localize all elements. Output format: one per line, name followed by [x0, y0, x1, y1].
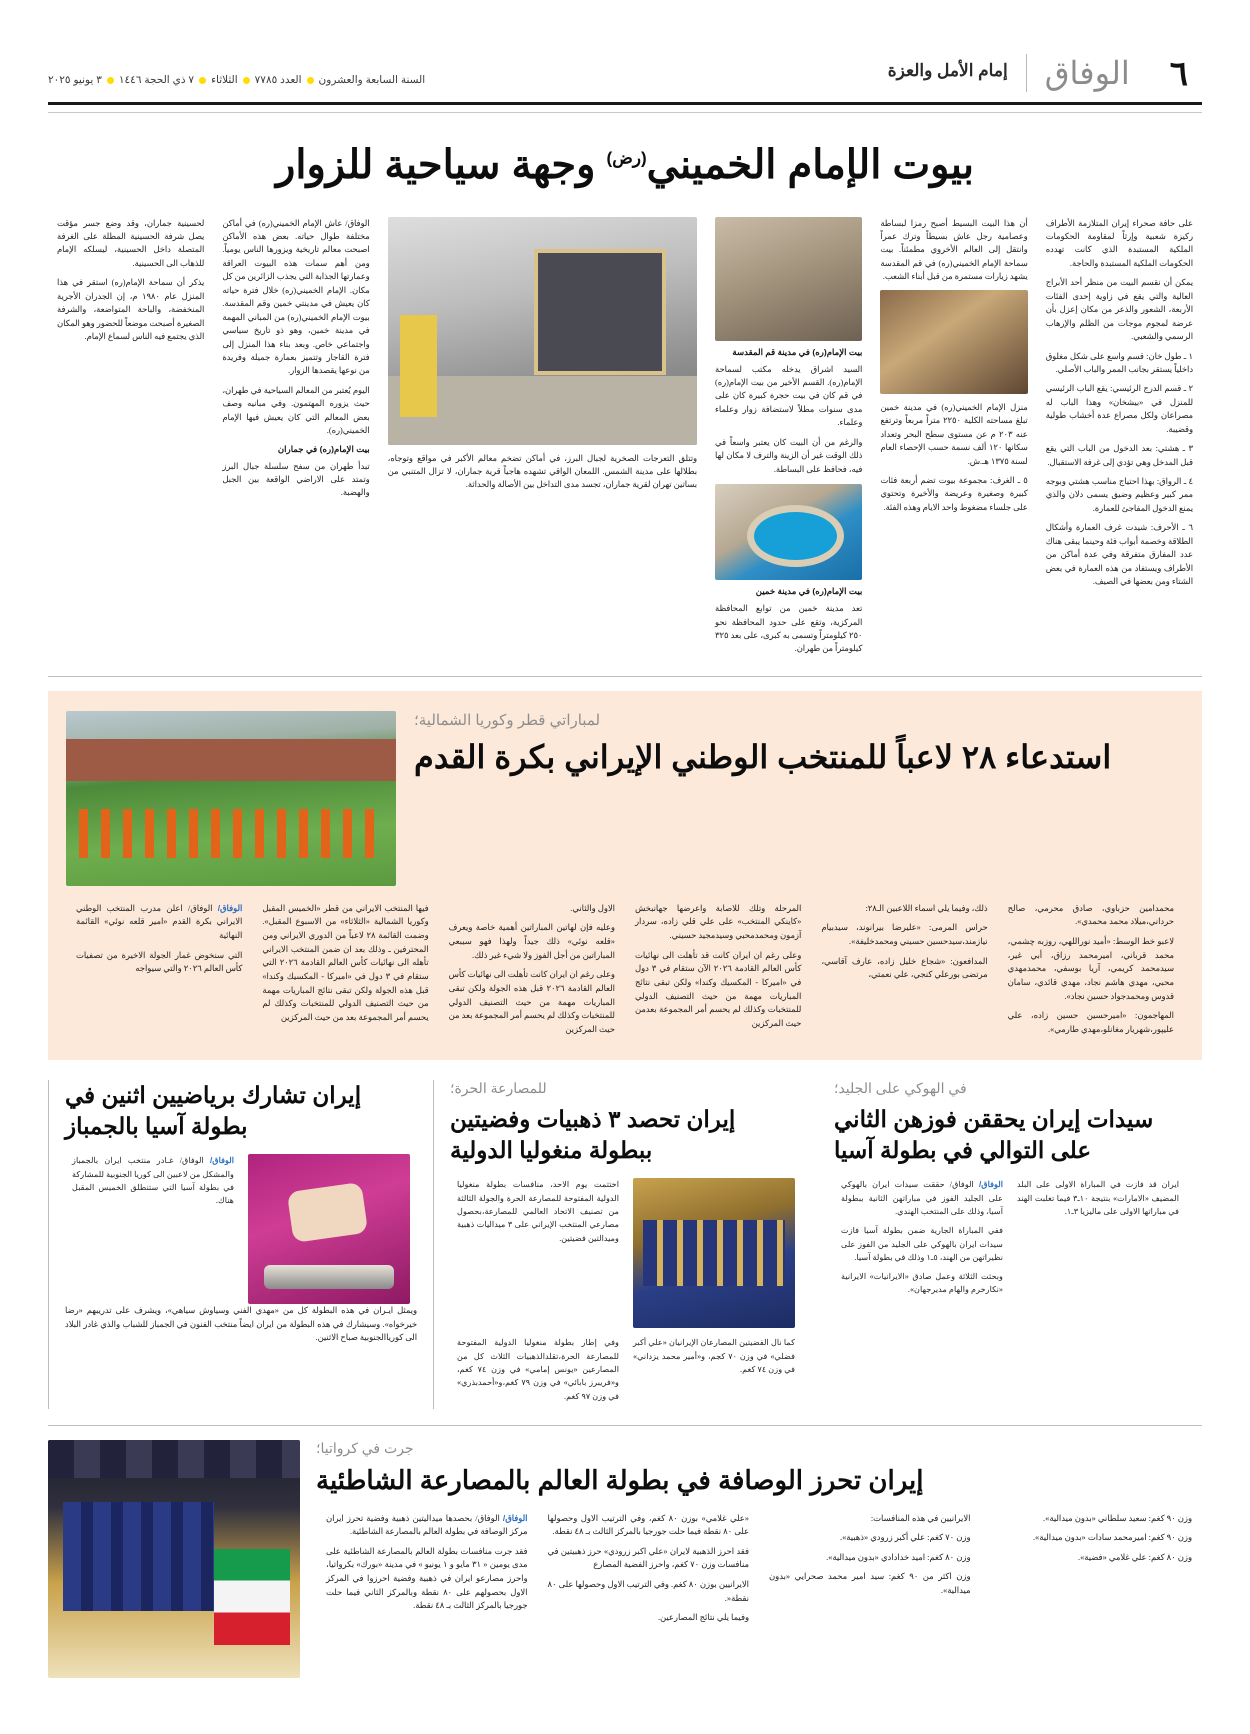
section-rule-2 [48, 1425, 1202, 1426]
photo-athlete [287, 1182, 368, 1243]
paragraph: ٢ ـ قسم الدرج الرئيسي: يقع الباب الرئيسي للمنزل في «بيشخان» وهذا الباب له مصراعان ولكل مصراع عدة أخشاب طولية وقضيبة. [1045, 384, 1194, 434]
newspaper-logo: الوفاق [1044, 54, 1130, 92]
hockey-body [834, 1178, 1186, 1302]
photo-iran-flag [214, 1549, 290, 1644]
photo-pool-basin [747, 505, 844, 567]
football-column-4 [625, 902, 811, 1042]
lead-column-1 [48, 217, 213, 662]
paragraph: وزن ٨٠ كغم: علي غلامي «فضية». [1078, 1552, 1192, 1562]
sports-trio [48, 1080, 1202, 1409]
wrestling-body [450, 1178, 802, 1328]
lead-headline [48, 140, 1202, 190]
photo-backdrop-banner [48, 1440, 300, 1478]
paragraph: وعلى رغم ان ايران كانت تأهلت الى نهائيات كأس العالم القادمة ٢٠٢٦ قبل هذه الجولة ولكن تبقى المباريات مهمة من حيث التصنيف الدولي للمنتخبات وكذلك لم يحسم أمر المجموعة بعد من حيث المركزين [448, 970, 615, 1034]
paragraph: منزل الإمام الخميني(ره) في مدينة خمين تبلغ مساحته الكلية ٢٢٥٠ متراً مربعاً وترتفع عنه ٢٠٣ م عن مستوى سطح البحر وتعداد سكانها ١٢٠ ألف نسمة حسب الإحصاء العام لسنة ١٣٧٥ هـ.ش. [880, 402, 1028, 466]
agency-tag: الوفاق/ [978, 1180, 1004, 1190]
paragraph: ذلك، وفيما يلي اسماء اللاعبين الـ٢٨: [865, 903, 988, 913]
beach-wrestling-article [48, 1440, 1202, 1678]
wrestling-headline: إيران تحصد ٣ ذهبيات وفضيتين ببطولة منغوليا الدولية [450, 1106, 736, 1164]
photo-football-training [66, 711, 396, 886]
lead-column-photo-wide [379, 217, 706, 662]
paragraph: ٥ ـ الغرف: مجموعة بيوت تضم أربعة فئات كبيرة وصغيرة وعريضة والأخيرة وتحتوي على جلساء مضغوط واحد الايام وهذه الفئة. [880, 475, 1028, 512]
paragraph: على حافة صحراء إيران المتلازمة الأطراف ركيزة شعبية وإرثاً لمقاومة الحكومات الملكية المستبدة الذي كانت تهدده الحكومات الملكية المستبدة والحاجة. [1045, 218, 1194, 268]
masthead [48, 0, 1202, 96]
football-column-2 [252, 902, 438, 1042]
football-column-5 [811, 902, 997, 1042]
masthead-brand-group [870, 54, 1202, 96]
paragraph: اليوم يُعتبر من المعالم السياحية في طهران، حيث يزوره المهتمون. وفي مبانيه وصف بعض المعالم التي كان يعيش فيها الإمام الخميني(ره). [222, 385, 370, 436]
paragraph-text: الوفاق/ حققت سيدات ايران بالهوكي على الجليد الفوز في مباراتهن الثانية ببطولة آسيا، وذلك على المنتخب الهندي. [841, 1180, 1003, 1216]
paragraph: فقد احرز الذهبية لايران «علي اكبر زرودي» حرز ذهبيتين في منافسات وزن ٧٠ كغم، واحرز الفضية المصارع [547, 1546, 749, 1570]
paragraph: محمدامين حزباوي، صادق محرمي، صالح حرداني،ميلاد محمد محمدي». [1007, 903, 1174, 927]
article-gymnastics [48, 1080, 433, 1409]
paragraph: يمكن أن نقسم البيت من منظر أحد الأبراج العالية والتي يقع في زاوية إحدى الفئات الأربعة، الشعور والذعر من مكان إعزل بأن عرضة لمجوم موجات من الظلم والإرهاب الرسمي والشعبي. [1045, 278, 1194, 342]
paragraph: ويمثل ايـران في هذه البطولة كل من «مهدي الفني وسياوش سياهي»، ويشرف على تدريبهم «رضا خيرخواه». وسيشارك في هذه البطولة من ايران ايضاً منتخب الفنون في الجمباز للشباب والذي غادر البلاد الى كورياالجنوبية صباح الاثنين. [65, 1306, 417, 1343]
paragraph: وزن ٩٠ كغم: سعيد سلطاني «بدون ميدالية». [1043, 1513, 1192, 1523]
football-column-1 [66, 902, 252, 1042]
paragraph: كما نال الفضيتين المصارعان الإيرانيان «علي أكبر فضلي» في وزن ٧٠ كجم، و«أمير محمد يزداني» في وزن ٧٤ كغم. [633, 1338, 795, 1374]
wrestling-photo-col [626, 1178, 802, 1328]
paragraph: وعلى رغم ان ايران كانت قد تأهلت الى نهائيات كأس العالم القادمة ٢٠٢٦ الآن ستقام في ٣ دول في «اميركا - المكسيك وكندا» ولكن تبقى نتائج المباريات مهمة من حيث التصنيف الدولي للمنتخبات وكذلك لم يحسم أمر المجموعة بعدمن حيث المركزين [634, 950, 802, 1028]
issue-year: السنة السابعة والعشرون [318, 74, 426, 86]
paragraph-text: الوفاق/ غـادر منتخب ايران بالجمباز والمشكل من لاعبين الى كوريا الجنوبية للمشاركة في بطولة آسيا التي ستنطلق الخميس المقبل هناك. [72, 1156, 234, 1206]
paragraph: وزن اكثر من ٩٠ كغم: سيد امير محمد صحرايي «بدون ميدالية». [769, 1572, 971, 1596]
beach-wrestling-kicker: جرت في كرواتيا؛ [316, 1439, 414, 1456]
masthead-issue-info [48, 74, 425, 96]
photo-players-row [79, 809, 383, 858]
article-wrestling-mongolia [433, 1080, 818, 1409]
section-rule-1 [48, 676, 1202, 677]
paragraph: المهاجمون: «اميرحسين حسين زاده، علي عليپور،شهريار مغانلو،مهدي طارمي». [1007, 1011, 1174, 1034]
paragraph [72, 1154, 234, 1207]
football-column-6 [998, 902, 1184, 1042]
paragraph: ٦ ـ الأحرف: شيدت غرف العمارة وأشكال الطلاقة وخصمة أبواب فئة وحينما يبقى هناك عدد المفارق متفرقة وفي عدة أماكن من الأطراف ويستفاد من هذه العمارة في بعض الشتاء ومن بعضها في الصيف. [1045, 523, 1194, 587]
lead-headline-rest: وجهة سياحية للزوار [276, 142, 607, 187]
hockey-headline: سيدات إيران يحققن فوزهن الثاني على التوالي في بطولة آسيا [834, 1106, 1154, 1164]
wrestling-body-2 [450, 1336, 802, 1408]
paragraph: وتتلق التعرجات الصخرية لجبال البرز، في أماكن تضخم معالم الأكبر في مواقع وتوجاه، بطلالها على مدينة الشمس. اللمعان الواقي تشهده هاجياً قرية جماران، لا تزال المتنبي من بساتين تهران لقرية جماران، تجسد مدى التداخل بين الأصالة والحداثة. [387, 453, 698, 490]
paragraph [326, 1512, 528, 1539]
lead-columns [48, 217, 1202, 662]
lead-column-6 [1037, 217, 1202, 662]
photo-gymnast [248, 1154, 410, 1304]
paragraph: تبدأ طهران من سفح سلسلة جبال البرز وتمتد على الاراضي الواقعة بين الجبل والهضبة. [222, 461, 370, 498]
bw-column-1 [316, 1512, 538, 1631]
paragraph: فيها المنتخب الايراني من قطر «الخميس المقبل وكوريا الشمالية «الثلاثاء» من الاسبوع المقبل». وضمت القائمة ٢٨ لاعباً من الدوري الايراني ومن المحترفين ـ وذلك بعد ان ضمن المنتخب الايراني تأهله الى نهائيات كأس العالم القادمة ٢٠٢٦ التي ستقام في ٣ دول في «اميركا - المكسيك وكندا» قبل هذه الجولة ولكن تبقى نتائج المباريات مهمة من حيث التصنيف الدولي للمنتخبات وكذلك لم يحسم أمر المجموعة بعد من حيث المركزين [262, 903, 429, 1022]
paragraph: وزن ٩٠ كغم: اميرمحمد سادات «بدون ميدالية». [1032, 1533, 1192, 1543]
paragraph: لاعبو خط الوسط: «أميد نوراللهي، روزبه چشمي، محمد قرباني، اميرمحمد رزاق، أبي غير، سيدمحمد كريمي، آريا بوسفي، محمدمهدي محبي، مهدي هاشم نجاد، مهدي قائدي، سامان قدوس ومحمدجواد حسين نجاد». [1007, 937, 1174, 1001]
lead-headline-honorific: (رض) [606, 148, 647, 168]
photo-wrestling-team [633, 1178, 795, 1328]
article-ice-hockey [818, 1080, 1202, 1409]
gymnastics-headline: إيران تشارك برياضيين اثنين في بطولة آسيا بالجمباز [65, 1082, 362, 1140]
masthead-thin-rule [48, 112, 1202, 113]
photo-yellow-post [400, 315, 437, 418]
bw-column-3 [759, 1512, 981, 1631]
paragraph: «علي غلامي» بوزن ٨٠ كغم، وفي الترتيب الاول وحصولها على ٨٠ نقطة فيما حلت جورجيا بالمركز الثالث بـ ٤٨ نقطة. [547, 1513, 749, 1537]
paragraph [76, 902, 242, 943]
wrestling-text-col-2 [450, 1336, 626, 1408]
issue-day: الثلاثاء [211, 74, 238, 86]
paragraph: وفي إطار بطولة منغوليا الدولية المفتوحة للمصارعة الحرة،تقلدالذهبيات الثلاث كل من المصارعين «يونس إمامي» في وزن ٧٤ كغم، و«فريبرز بابائي» في وزن ٧٩ كغم،و«أحمدبذري» في وزن ٩٧ كغم. [457, 1338, 619, 1401]
paragraph: وزن ٧٠ كغم: علي أكبر زرودي «ذهبية». [839, 1533, 971, 1543]
photo-team-row [643, 1220, 786, 1286]
lead-column-qom [706, 217, 871, 662]
paragraph: فقد جرت منافسات بطولة العالم بالمصارعة الشاطئية على مدى يومين « ٣١ مايو و ١ يونيو » في مدينة «بورك» بكرواتيا، واحرز مصارعو ايران في ذهبية وفضية احرزوا في المركز الاول بحصولهم على ٨٠ نقطة وبالمركز الثاني فيما حلت جورجيا بالمركز الثالث بـ ٤٨ نقطة. [326, 1546, 528, 1611]
paragraph: لحسينية جماران، وقد وضع جسر مؤقت يصل شرفة الحسينية المطلة على الغرفة المتصلة داخل الحسينية، ليسلكه الإمام للذهاب الى الحسينية. [57, 218, 205, 268]
photo-khomein-pool [715, 484, 862, 580]
masthead-slogan: إمام الأمل والعزة [887, 61, 1008, 80]
paragraph: ايران قد فازت في المباراة الاولى على البلد المضيف «الامارات» بنتيجة ١٠ـ٣ فيما تغلبت الهند في مباراتها الاولى على ماليزيا ٣ـ١. [1017, 1180, 1179, 1216]
paragraph: اختتمت يوم الاحد، منافسات بطولة منغوليا الدولية المفتوحة للمصارعة الحرة والجولة الثالثة من تصنيف الاتحاد العالمي للمصارعة،بحصول مصارعي المنتخب الإيراني على ٣ ميداليات ذهبية وميدالتين فضيتين. [457, 1180, 619, 1243]
beach-wrestling-columns [316, 1512, 1202, 1631]
bullet-dot-icon [107, 77, 114, 84]
hockey-kicker: في الهوكي على الجليد؛ [834, 1080, 967, 1097]
hockey-text-col-2 [1010, 1178, 1186, 1302]
wrestling-text-col-3 [626, 1336, 802, 1408]
paragraph: المدافعون: «شجاع خليل زاده، عارف آقاسي، مرتضى بورعلي كنجي، علي نعمتي، [821, 956, 988, 980]
photo-vault-table [264, 1265, 394, 1289]
agency-tag: الوفاق/ [502, 1512, 528, 1523]
football-column-3 [439, 902, 625, 1042]
photo-beach-wrestling-team [48, 1440, 300, 1678]
paragraph: أن هذا البيت البسيط أصبح رمزا لبساطة وعصامية رجل عاش بسيطاً وترك عمراً وانتقل إلى العالم الأخروي مطمئناً. بيت سماحة الإمام الخميني(ره) في قم المقدسة يشهد زيارات مستمرة من قبل أبناء الشعب. [880, 218, 1028, 282]
paragraph: والرغم من أن البيت كان يعتبر واسعاً في ذلك الوقت غير أن الزينة والترف لا مكان لها فيه، فحافظ على البساطة. [715, 437, 863, 474]
paragraph: حراس المرمى: «عليرضا بيرانوند، سيدبيام نيازمند،سيدحسين حسيني ومحمدخليفة». [821, 923, 988, 947]
paragraph: يذكر أن سماحة الإمام(ره) استقر في هذا المنزل عام ١٩٨٠ م، إن الجدران الأجرية المنخفضة، والباحة المتواضعة، والشرفة الصغيرة أصبحت موضعاً للحضور وهو المكان الذي يجتمع فيه الناس لسماع الإمام. [57, 278, 205, 342]
lead-column-2 [213, 217, 378, 662]
gymnastics-body [65, 1154, 417, 1304]
photo-khomein-interior [880, 290, 1027, 394]
photo-portrait-frame [534, 249, 666, 376]
agency-tag: الوفاق/ [209, 1156, 234, 1166]
photo-jamaran-house [388, 217, 697, 445]
football-article [48, 691, 1202, 1060]
hockey-text-col-1 [834, 1178, 1010, 1302]
paragraph: السيد اشراق يدخله مكتب لسماحة الإمام(ره). القسم الأخير من بيت الإمام(ره) في قم كان في بيت حجرة كبيرة كان على مدى سنوات مطلاً لاستضافة زوار وعلماء وعلماء. [715, 364, 863, 428]
paragraph: ففي المباراة الجارية ضمن بطولة آسيا فازت سيدات ايران بالهوكي على الجليد من الفوز على نظيراتهن من الهند، ٥ـ١ وذلك في بطولة آسيا. [841, 1226, 1003, 1262]
paragraph: الوفاق/ عاش الإمام الخميني(ره) في أماكن مختلفة طوال حياته. بعض هذه الأماكن اصبحت معالم تاريخية ويزورها الناس يومياً. ومن أهم سمات هذه البيوت العراقة وعمارتها الجذابة التي يجذب الزائرين من كل مكان. الإمام الخميني(ره) خلال فترة حياته كان يعيش في مدينتي خمين وقم المقدسة. بيوت الإمام الخميني(ره) من المباني المهمة في مدينة خمين، وهو ذو تاريخ سياسي واجتماعي خاص. وبعد بناء هذا المنزل إلى فترة القاجار وتتميز بعمارة جميلة وفريدة من نوعها يقصدها الزوار. [222, 218, 370, 376]
paragraph: ١ ـ طول خان: قسم واسع على شكل مغلوق داخلياً يستقر بجانب الممر والباب الأصلي. [1045, 351, 1194, 374]
wrestling-text-col [450, 1178, 626, 1328]
photo-caption-qom: بيت الإمام(ره) في مدينة قم المقدسة [732, 346, 863, 357]
wrestling-kicker: للمصارعة الحرة؛ [450, 1080, 547, 1097]
paragraph: ٤ ـ الرواق: بهذا احتياج مناسب هشتي وبوجه ممر كبير وعظيم وضيق يسمى دلان والذي يمنع الدخول المفاجئ للعمارة. [1045, 477, 1194, 513]
issue-hijri-date: ٧ ذي الحجة ١٤٤٦ [118, 74, 195, 86]
football-columns [66, 902, 1184, 1042]
football-header [66, 711, 1184, 886]
paragraph: وفيما يلي نتائج المصارعين. [657, 1613, 749, 1623]
gymnastics-text-col [65, 1154, 241, 1304]
photo-team-squad [63, 1502, 214, 1611]
photo-caption-khomein: بيت الإمام(ره) في مدينة خمين [755, 586, 863, 597]
football-title-block [414, 711, 1184, 779]
bullet-dot-icon [243, 77, 250, 84]
paragraph: المرحلة وتلك للاصابة واعرضها جهانبخش «كاينكي المنتخب» على علي قلي زاده، سردار آزمون ومحمدمحبي وسيدمجيد حسيني. [634, 903, 802, 941]
bw-column-4 [981, 1512, 1203, 1631]
page-number: ٦ [1169, 56, 1188, 93]
paragraph: الاول والثاني. [570, 903, 615, 913]
lead-article [48, 140, 1202, 662]
paragraph [841, 1178, 1003, 1218]
bw-column-2 [538, 1512, 760, 1631]
bullet-dot-icon [199, 77, 206, 84]
paragraph-text: الوفاق/ اعلن مدرب المنتخب الوطني الايراني بكرة القدم «امير قلعه نوئي» القائمة النهائية [76, 903, 243, 941]
lead-headline-main: بيوت الإمام الخميني [646, 142, 974, 187]
bullet-dot-icon [307, 77, 314, 84]
paragraph: ٣ ـ هشتي: بعد الدخول من الباب التي يقع قبل المدخل وهي تؤدي إلى غرفة الاستقبال. [1045, 444, 1194, 467]
photo-stadium-wall [66, 739, 396, 781]
masthead-divider [1026, 54, 1027, 92]
agency-tag: الوفاق/ [217, 902, 243, 913]
paragraph: الايرانيين في هذه المنافسات: [870, 1513, 971, 1523]
paragraph: الايرانيين بوزن ٨٠ كغم. وفي الترتيب الاول وحصولها على ٨٠ نقطة«. [547, 1580, 749, 1603]
paragraph: وزن ٨٠ كغم: امید خدادادي «بدون ميدالية». [826, 1552, 971, 1562]
photo-qom-house [715, 217, 862, 341]
masthead-rule [48, 102, 1202, 105]
paragraph: وبحثت الثلاثة وعمل صادق «الايرانيات» الايرانية «نكارخرم والهام مديرجهان». [841, 1272, 1003, 1295]
football-headline: استدعاء ٢٨ لاعباً للمنتخب الوطني الإيراني بكرة القدم [414, 738, 1112, 775]
paragraph: تعد مدينة خمين من توابع المحافظة المركزية، وتقع على حدود المحافظة نحو ٢٥٠ كيلومتراً وتسمى به كبرى، على بعد ٣٢٥ كيلومتراً من طهران. [715, 604, 863, 654]
beach-wrestling-headline: إيران تحرز الوصافة في بطولة العالم بالمصارعة الشاطئية [316, 1464, 924, 1495]
paragraph-text: الوفاق/ بحصدها ميداليتين ذهبية وفضية تحرز ايران مركز الوصافة في بطولة العالم بالمصارعة الشاطئية. [326, 1513, 528, 1537]
paragraph: التي سنخوض غمار الجولة الاخيرة من تصفيات كأس العالم ٢٠٢٦ والتي سيواجه [76, 950, 243, 974]
beach-wrestling-content [316, 1440, 1202, 1678]
football-kicker: لمباراتي قطر وكوريا الشمالية؛ [414, 711, 601, 729]
issue-number: العدد ٧٧٨٥ [254, 74, 302, 86]
photo-caption-jamaran: بيت الإمام(ره) في جماران [277, 443, 370, 454]
paragraph: وعليه فإن لهاتين المباراتين أهمية خاصة ويعرف «قلعه نوئي» ذلك جيداً ولهذا فهو سيبعي المباراتين من أجل الفوز ولا شيء غير ذلك. [448, 923, 615, 960]
lead-column-5 [871, 217, 1036, 662]
gymnastics-photo-col [241, 1154, 417, 1304]
issue-gregorian-date: ٣ يونيو ٢٠٢٥ [48, 74, 102, 86]
